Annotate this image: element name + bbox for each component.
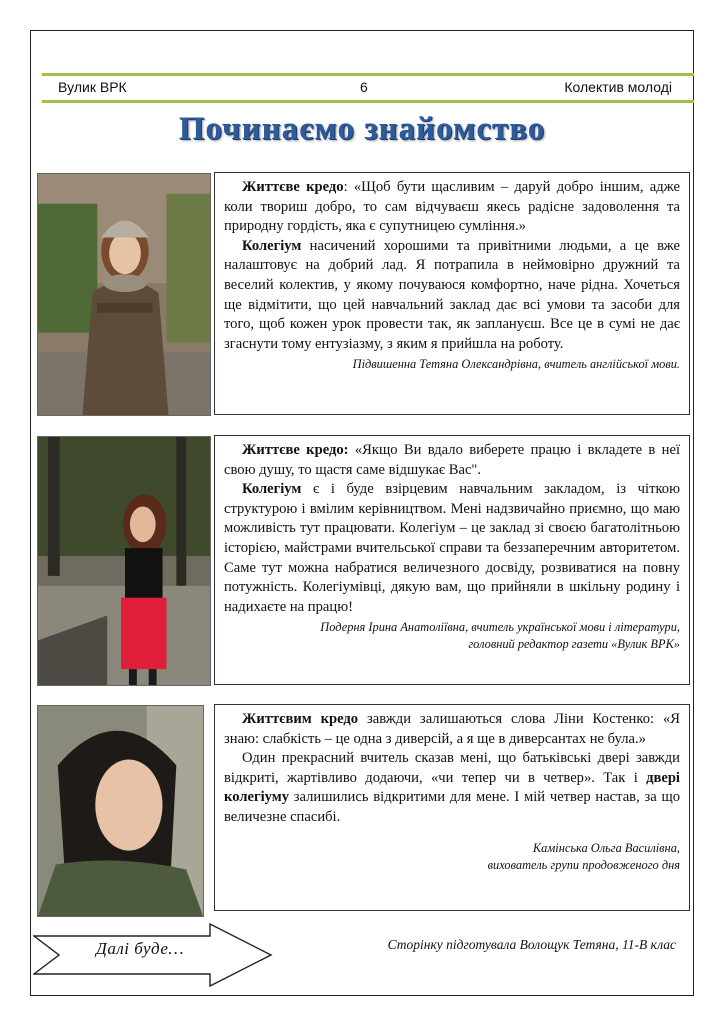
college-paragraph bbox=[224, 749, 680, 827]
life-credo-label: Життєвим кредо bbox=[242, 711, 359, 727]
section-name: Колектив молоді bbox=[564, 79, 672, 95]
life-credo-text: «Якщо Ви вдало виберете працю і вкладете в неї свою душу, то щастя саме відшукає Вас". bbox=[224, 442, 680, 478]
college-doors-phrase: двері колегіуму bbox=[224, 769, 680, 806]
portrait-photo-2 bbox=[37, 436, 211, 686]
life-credo-text: : «Щоб бути щасливим – даруй добро іншим, адже коли твориш добро, то сам відчуваєш якесь радісне задоволення та природну гордість, яка є супутницею сумління.» bbox=[224, 179, 680, 235]
college-label: Колегіум bbox=[242, 237, 302, 254]
college-paragraph bbox=[224, 237, 680, 355]
header-rule-bottom bbox=[42, 100, 694, 103]
author-signature bbox=[224, 840, 680, 874]
page-credit: Сторінку підготувала Волощук Тетяна, 11-В клас bbox=[387, 937, 676, 952]
college-text-end: залишились відкритими для мене. І мій четвер настав, за що величезне спасибі. bbox=[224, 789, 680, 825]
life-credo-paragraph bbox=[224, 178, 680, 237]
college-text: є і буде взірцевим навчальним закладом, із чіткою структурою і вмілим керівництвом. Мені надзвичайно приємно, що маю можливість тут працювати. Колегіум – це заклад зі своєю багатолітньою історією, майстрами вчительської справи та беззаперечним авторитетом. Саме тут можна набратися величезного досвіду, розвиватися на повну потужність. Колегіумівці, дякую вам, що прийняли в шкільну родину і надихаєте на працю! bbox=[224, 481, 680, 615]
header-rule-top bbox=[42, 73, 694, 76]
newspaper-name: Вулик ВРК bbox=[58, 79, 127, 95]
life-credo-paragraph bbox=[224, 710, 680, 749]
college-label: Колегіум bbox=[242, 481, 302, 498]
profile-card-3 bbox=[214, 704, 690, 911]
life-credo-paragraph bbox=[224, 441, 680, 480]
page-number: 6 bbox=[360, 79, 368, 95]
author-role: головний редактор газети «Вулик ВРК» bbox=[468, 637, 680, 652]
portrait-photo-3 bbox=[37, 705, 204, 917]
college-paragraph bbox=[224, 480, 680, 617]
to-be-continued-label: Далі буде… bbox=[96, 939, 184, 958]
author-signature bbox=[224, 619, 680, 653]
profile-card-1 bbox=[214, 172, 690, 415]
author-name: Подерня Ірина Анатоліївна, вчитель української мови і літератури, bbox=[320, 620, 680, 635]
life-credo-label: Життєве кредо: bbox=[242, 442, 349, 458]
life-credo-text: завжди залишаються слова Ліни Костенко: «Я знаю: слабкість – це одна з диверсій, а я ще в диверсантах не була.» bbox=[224, 711, 680, 747]
author-name: Камінська Ольга Василівна, bbox=[532, 840, 680, 855]
author-signature bbox=[224, 356, 680, 373]
author-role: вихователь групи продовженого дня bbox=[487, 857, 680, 872]
profile-card-2 bbox=[214, 435, 690, 685]
author-name: Підвишенна Тетяна Олександрівна, вчитель англійської мови. bbox=[352, 357, 680, 372]
college-text: насичений хорошими та привітними людьми, а це вже налаштовує на добрий лад. Я потрапила в неймовірно дружний та веселий колектив, у якому почуваюся комфортно, наче рідна. Хочеться ще відмітити, що цей навчальний заклад дає всі умови та засоби для того, щоб кожен урок провести так, як заплануєш. Все це в сумі не дає згаснути тому ентузіазму, з яким я прийшла на роботу. bbox=[224, 237, 680, 352]
portrait-photo-1 bbox=[37, 173, 211, 416]
page-title: Починаємо знайомство bbox=[178, 111, 546, 147]
college-text-start: Один прекрасний вчитель сказав мені, що батьківські двері завжди відкриті, жартівливо додаючи, «чи тепер чи в четвер». Так і bbox=[224, 750, 680, 786]
life-credo-label: Життєве кредо bbox=[242, 179, 344, 195]
